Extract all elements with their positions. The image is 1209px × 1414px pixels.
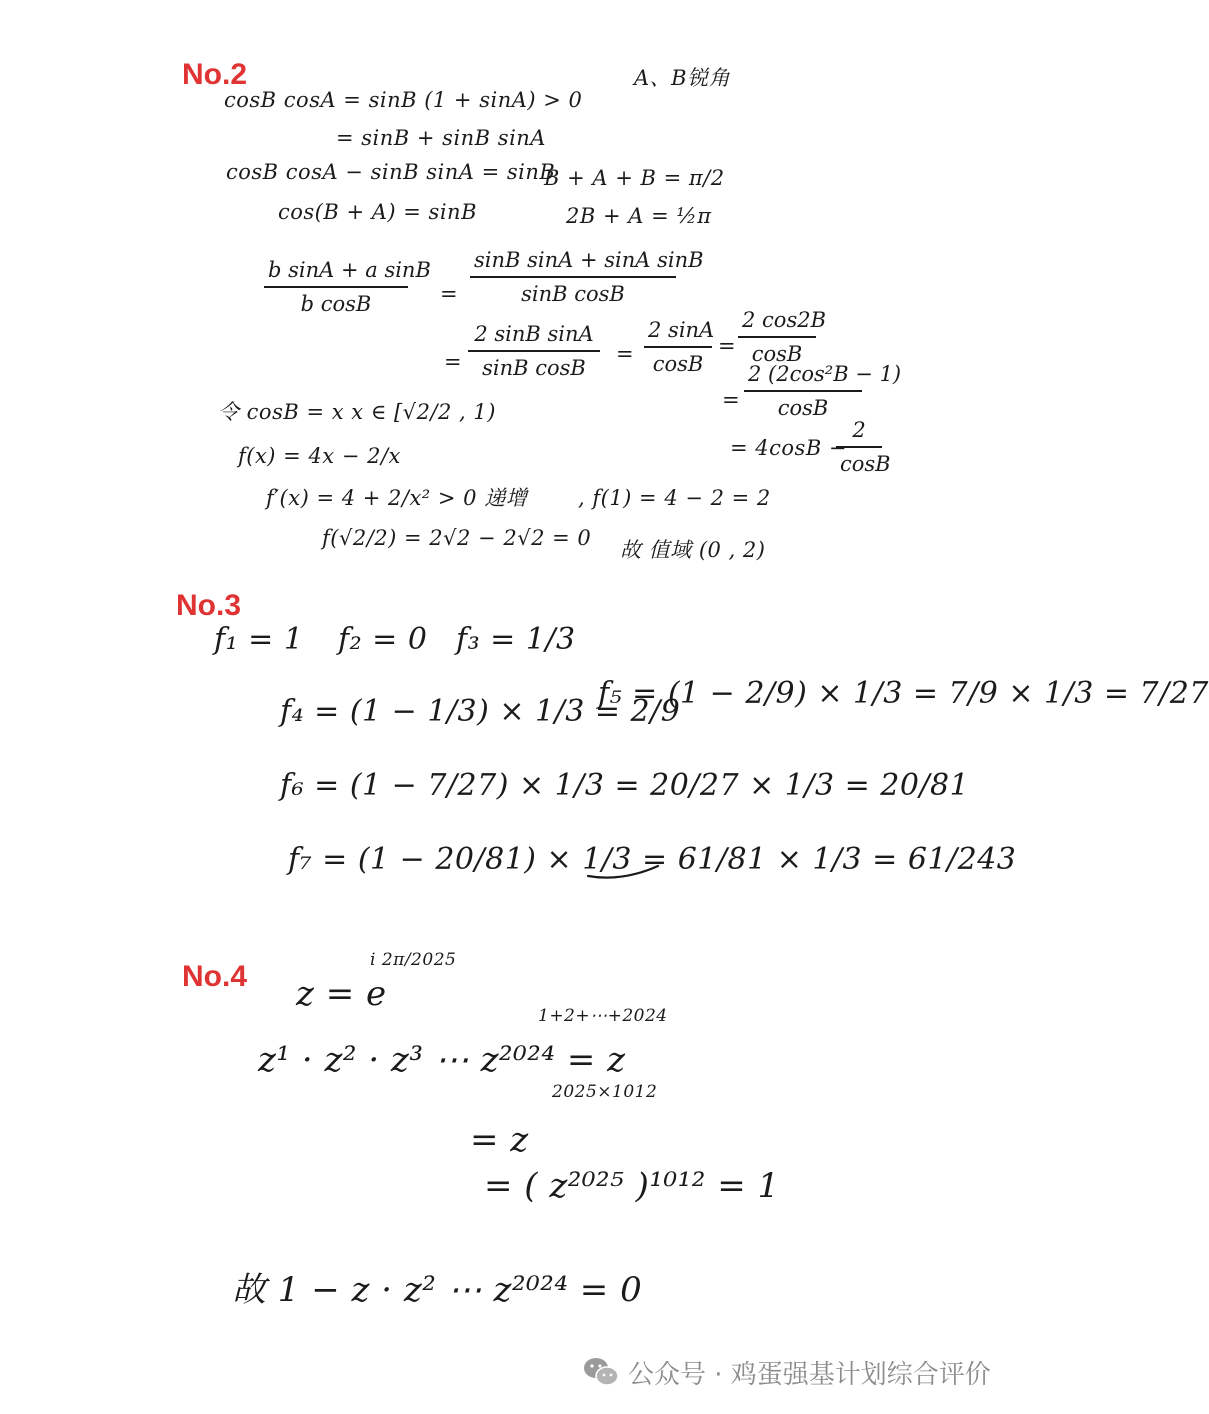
no2-fraction-4-num: 2 sinA <box>644 318 712 348</box>
no2-fraction-6-den: cosB <box>777 396 829 420</box>
no2-line-2: = sinB + sinB sinA <box>336 126 546 150</box>
no2-equals-5: = <box>722 388 741 412</box>
no3-f4: f₄ = (1 − 1/3) × 1/3 = 2/9 <box>280 694 681 729</box>
no2-line-3: cosB cosA − sinB sinA = sinB <box>226 160 556 184</box>
no2-fraction-7-den: cosB <box>840 452 891 476</box>
no4-z-definition: z = e <box>296 974 387 1014</box>
no2-let: 令 cosB = x x ∈ [√2/2 , 1) <box>218 400 496 424</box>
watermark-text: 公众号 · 鸡蛋强基计划综合评价 <box>628 1359 991 1390</box>
no2-fraction-2-num: sinB sinA + sinA sinB <box>470 248 676 278</box>
no2-fraction-1-num: b sinA + a sinB <box>264 258 408 288</box>
no2-fraction-2 <box>470 248 704 306</box>
no2-equals-1: = <box>440 282 459 306</box>
section-label-no3: No.3 <box>176 589 242 622</box>
no3-f6: f₆ = (1 − 7/27) × 1/3 = 20/27 × 1/3 = 20/81 <box>280 768 970 803</box>
no2-fraction-6 <box>744 362 902 420</box>
no2-fraction-1 <box>264 258 431 316</box>
no3-f3: f₃ = 1/3 <box>456 622 576 657</box>
no2-note: A、B锐角 <box>634 66 731 90</box>
no2-f1-value: , f(1) = 4 − 2 = 2 <box>578 486 771 510</box>
no4-final: 故 1 − z · z² ⋯ z²⁰²⁴ = 0 <box>232 1270 643 1310</box>
no2-fraction-5-num: 2 cos2B <box>738 308 816 338</box>
no2-line-4: cos(B + A) = sinB <box>278 200 478 224</box>
no3-f1: f₁ = 1 <box>214 622 304 657</box>
no2-range: 故 值域 (0 , 2) <box>620 538 766 562</box>
no2-fpx: f′(x) = 4 + 2/x² > 0 递增 <box>266 486 528 510</box>
no2-fraction-5 <box>738 308 827 366</box>
no2-fraction-5-den: cosB <box>751 342 803 366</box>
no2-right-1: B + A + B = π/2 <box>544 166 725 190</box>
no2-fraction-3-num: 2 sinB sinA <box>468 322 600 352</box>
watermark <box>582 1350 991 1394</box>
no2-equals-4: = <box>718 334 737 358</box>
no2-fraction-6-num: 2 (2cos²B − 1) <box>744 362 862 392</box>
section-label-no4: No.4 <box>182 960 248 993</box>
answer-underline <box>584 860 664 884</box>
no2-fraction-4 <box>644 318 715 376</box>
no4-product: z¹ · z² · z³ ⋯ z²⁰²⁴ = z <box>258 1040 626 1080</box>
no2-fraction-2-den: sinB cosB <box>521 282 625 306</box>
no2-equals-2: = <box>444 350 463 374</box>
no2-fx: f(x) = 4x − 2/x <box>238 444 401 468</box>
no4-step-2: = z <box>470 1120 529 1160</box>
no3-f5: f₅ = (1 − 2/9) × 1/3 = 7/9 × 1/3 = 7/27 <box>598 676 1209 711</box>
no2-line-1: cosB cosA = sinB (1 + sinA) > 0 <box>224 88 583 112</box>
no2-fraction-7 <box>836 418 891 476</box>
no2-fraction-3 <box>468 322 600 380</box>
no2-f-sqrt: f(√2/2) = 2√2 − 2√2 = 0 <box>322 526 592 550</box>
no3-f2: f₂ = 0 <box>338 622 428 657</box>
no2-fraction-4-den: cosB <box>652 352 704 376</box>
wechat-icon <box>582 1356 620 1388</box>
no2-right-2: 2B + A = ½π <box>566 204 712 228</box>
no2-fraction-7-num: 2 <box>836 418 882 448</box>
no3-f7: f₇ = (1 − 20/81) × 1/3 = 61/81 × 1/3 = 61/243 <box>288 842 1017 877</box>
no2-right-last: = 4cosB − <box>730 436 848 460</box>
no4-step-3: = ( z²⁰²⁵ )¹⁰¹² = 1 <box>484 1166 780 1206</box>
section-label-no2: No.2 <box>182 58 248 91</box>
no4-z-exponent: i 2π/2025 <box>370 950 457 970</box>
no2-equals-3: = <box>616 342 635 366</box>
no4-product-exponent: 1+2+⋯+2024 <box>538 1006 668 1026</box>
no2-fraction-3-den: sinB cosB <box>482 356 586 380</box>
no4-step-2-exponent: 2025×1012 <box>552 1082 658 1102</box>
no2-fraction-1-den: b cosB <box>300 292 372 316</box>
